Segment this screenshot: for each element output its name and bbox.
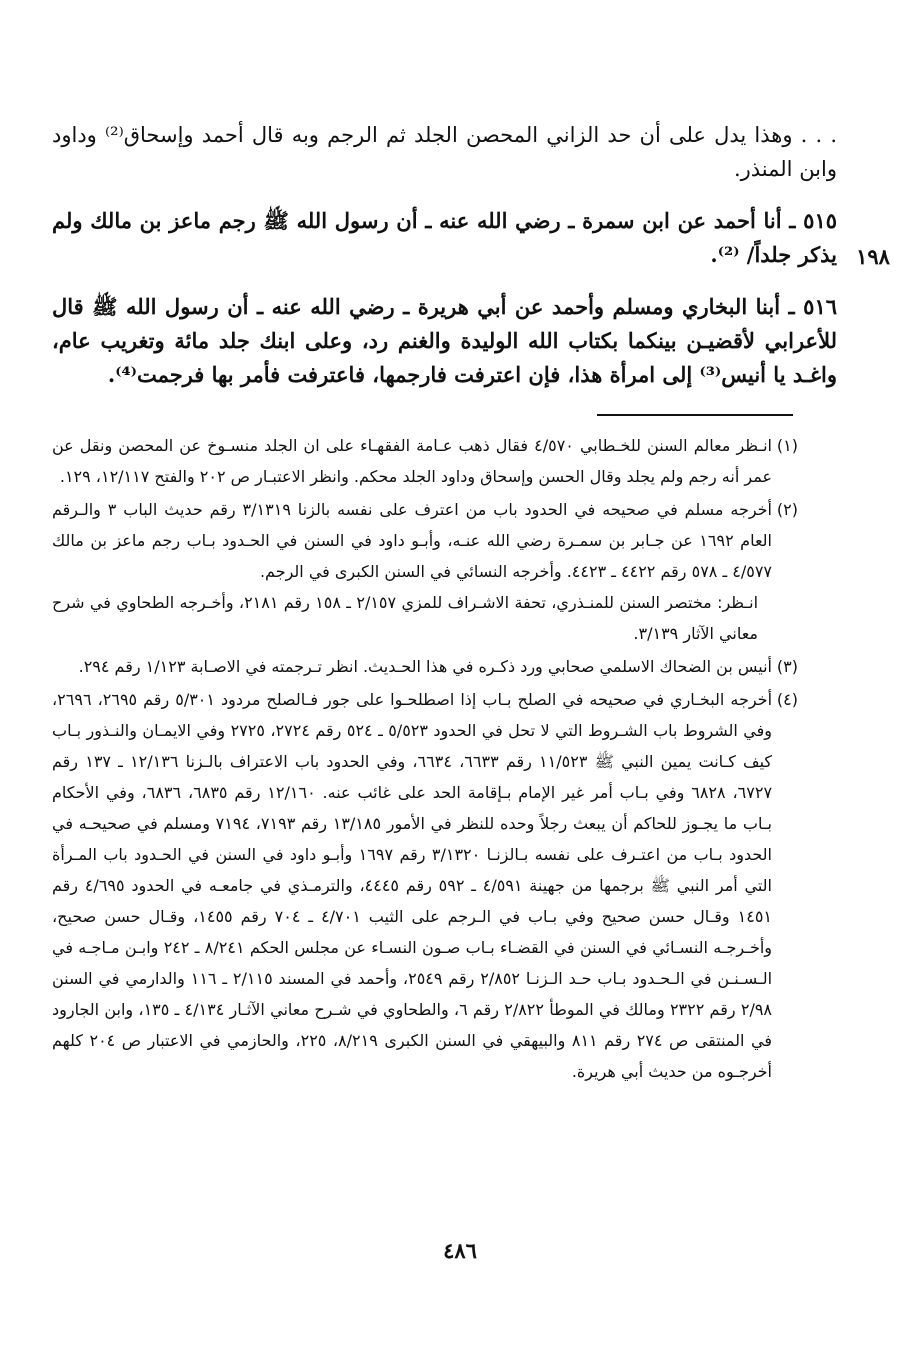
page-number: ٤٨٦ (443, 1238, 477, 1263)
intro-text: . . . وهذا يدل على أن حد الزاني المحصن الجلد ثم الرجم وبه قال أحمد وإسحاق⁽²⁾ وداود وابن المنذر. (52, 123, 837, 181)
margin-page-number: ١٩٨ (856, 244, 890, 269)
hadith-number: ٥١٦ ـ (788, 294, 838, 319)
hadith-516 (52, 290, 837, 392)
footnote-marker: (٤) (776, 690, 798, 709)
hadith-text: أبنا البخاري ومسلم وأحمد عن أبي هريرة ـ رضي الله عنه ـ أن رسول الله ﷺ قال للأعرابي لأقضيـن بينكما بكتاب الله الوليدة والغنم رد، وعلى ابنك جلد مائة وتغريب عام، واغـد يا أنيس⁽³⁾ إلى امرأة هذا، فإن اعترفت فارجمها، فاعترفت فأمر بها فرجمت⁽⁴⁾. (52, 294, 837, 387)
footnote-2 (52, 494, 798, 649)
footnote-separator (597, 414, 793, 416)
hadith-text: أنا أحمد عن ابن سمرة ـ رضي الله عنه ـ أن رسول الله ﷺ رجم ماعز بن مالك ولم يذكر جلداً/ ⁽²⁾. (52, 208, 837, 267)
footnote-text: انـظر معالم السنن للخـطابي ٤/٥٧٠ فقال ذهب عـامة الفقهـاء على ان الجلد منسـوخ عن المحصن ونقل عن عمر أنه رجم ولم يجلد وقال الحسن وإسحاق وداود الجلد محكم. وانظر الاعتبـار ص ٢٠٢ والفتح ١٢/١١٧، ١٢٩. (52, 436, 772, 486)
footnote-4 (52, 684, 798, 1087)
footnote-3 (52, 651, 798, 682)
footnote-text: أخرجه مسلم في صحيحه في الحدود باب من اعترف على نفسه بالزنا ٣/١٣١٩ رقم حديث الباب ٣ والـرقم العام ١٦٩٢ عن جـابر بن سمـرة رضي الله عنـه، وأبـو داود في السنن في الحـدود بـاب رجم ماعز بن مالك ٤/٥٧٧ ـ ٥٧٨ رقم ٤٤٢٢ ـ ٤٤٢٣. وأخرجه النسائي في السنن الكبرى في الرجم. (52, 500, 773, 581)
footnote-marker: (٢) (776, 500, 798, 519)
footnote-1 (52, 430, 798, 492)
footnote-marker: (٣) (776, 657, 798, 676)
footnote-text: أخرجه البخـاري في صحيحه في الصلح بـاب إذا اصطلحـوا على جور فـالصلح مردود ٥/٣٠١ رقم ٢٦٩٥، ٢٦٩٦، وفي الشروط باب الشـروط التي لا تحل في الحدود ٥/٥٢٣ ـ ٥٢٤ رقم ٢٧٢٤، ٢٧٢٥ وفي الايمـان والنـذور بـاب كيف كـانت يمين النبي ﷺ ١١/٥٢٣ رقم ٦٦٣٣، ٦٦٣٤، وفي الحدود باب الاعتراف بالـزنا ١٢/١٣٦ ـ ١٣٧ رقم ٦٧٢٧، ٦٨٢٨ وفي بـاب أمر غير الإمام بـإقامة الحد على غائب عنه. ١٢/١٦٠ رقم ٦٨٣٥، ٦٨٣٦، وفي الأحكام بـاب ما يجـوز للحاكم أن يبعث رجلاً وحده للنظر في الأمور ١٣/١٨٥ رقم ٧١٩٣، ٧١٩٤ ومسلم في صحيحـه في الحدود بـاب من اعتـرف على نفسه بـالزنـا ٣/١٣٢٠ رقم ١٦٩٧ وأبـو داود في السنن في الحـدود باب المـرأة التي أمر النبي ﷺ برجمها من جهينة ٤/٥٩١ ـ ٥٩٢ رقم ٤٤٤٥، والترمـذي في جامعـه في الحدود ٤/٦٩٥ رقم ١٤٥١ وقـال حسن صحيح وفي بـاب في الـرجم على الثيب ٤/٧٠١ ـ ٧٠٤ رقم ١٤٥٥، وقـال حسن صحيح، وأخـرجـه النسـائي في السنن في القضـاء بـاب صـون النسـاء عن مجلس الحكم ٨/٢٤١ ـ ٢٤٢ وابـن مـاجـه في الـسـنـن في الـحـدود بـاب حـد الـزنـا ٢/٨٥٢ رقم ٢٥٤٩، وأحمد في المسند ٢/١١٥ ـ ١١٦ والدارمي في السنن ٢/٩٨ رقم ٢٣٢٢ ومالك في الموطأ ٢/٨٢٢ رقم ٦، والطحاوي في شـرح معاني الآثـار ٤/١٣٤ ـ ١٣٥، وابن الجارود في المنتقى ص ٢٧٤ رقم ٨١١ والبيهقي في السنن الكبرى ٨/٢١٩، ٢٢٥، والحازمي في الاعتبار ص ٢٠٤ كلهم أخرجـوه من حديث أبي هريرة. (52, 690, 773, 1081)
hadith-515 (52, 204, 837, 272)
hadith-number: ٥١٥ ـ (789, 208, 838, 233)
footnote-text: أنيس بن الضحاك الاسلمي صحابي ورد ذكـره في هذا الحـديث. انظر تـرجمته في الاصـابة ١/١٢٣ رقم ٢٩٤. (78, 657, 772, 676)
footnote-marker: (١) (776, 436, 798, 455)
main-text (52, 118, 837, 410)
footnote-text-continued: انـظر: مختصر السنن للمنـذري، تحفة الاشـراف للمزي ٢/١٥٧ ـ ١٥٨ رقم ٢١٨١، وأخـرجه الطحاوي في شرح معاني الآثار ٣/١٣٩. (52, 593, 759, 643)
paragraph-intro (52, 118, 837, 186)
footnotes (52, 430, 798, 1089)
